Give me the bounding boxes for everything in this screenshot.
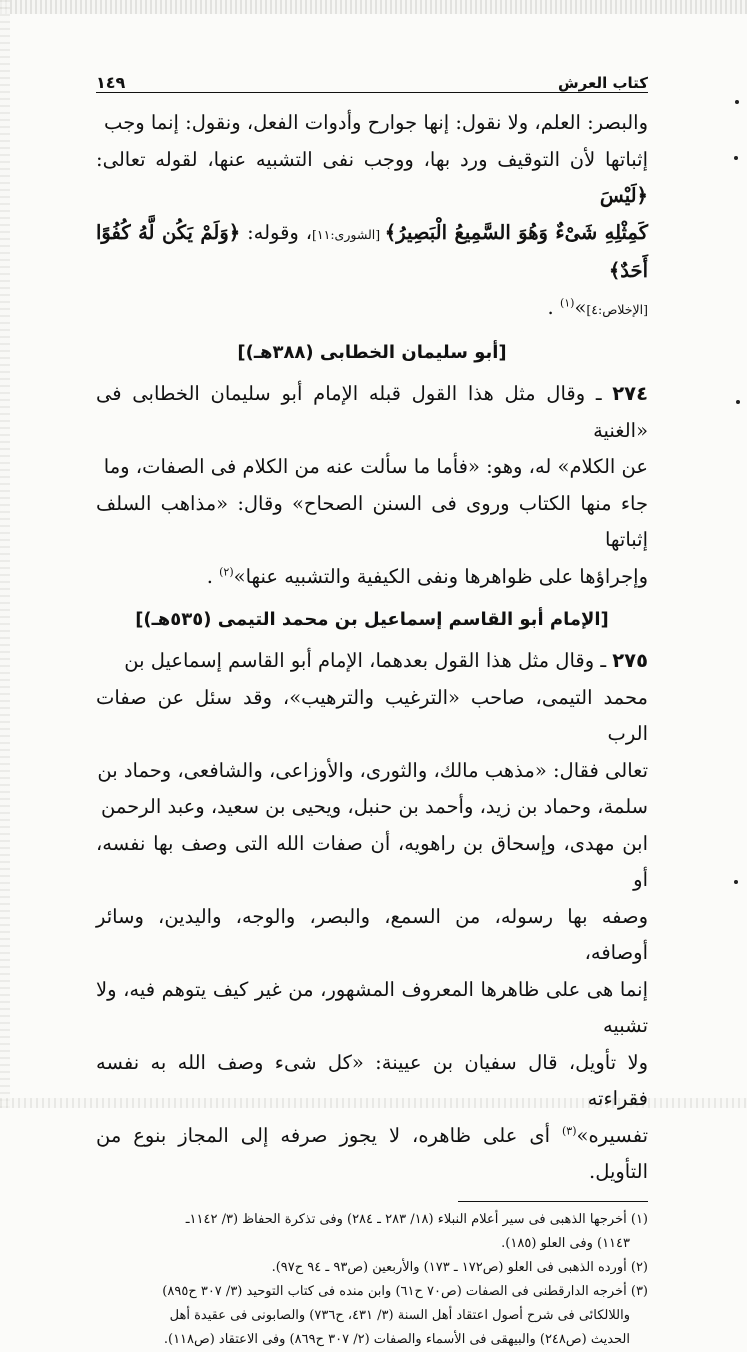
footnote-line: واللالكائى فى شرح أصول اعتقاد أهل السنة (٣/ ٤٣١، ح٧٣٦) والصابونى فى عقيدة أهل: [169, 1307, 630, 1323]
text-line: جاء منها الكتاب وروى فى السنن الصحاح» وقال: «مذاهب السلف إثباتها: [96, 491, 648, 551]
footnote-3: [96, 1280, 648, 1352]
text-fragment: .: [547, 295, 560, 319]
section-heading-khattabi: [أبو سليمان الخطابى (٣٨٨هـ)]: [237, 342, 507, 363]
footnote-marker: (١): [559, 296, 575, 309]
text-fragment: ، وقوله:: [240, 220, 312, 244]
paragraph-number: ٢٧٤: [612, 382, 648, 405]
text-fragment: .: [206, 564, 220, 588]
footnote-2: [96, 1256, 648, 1280]
footnote-separator: [458, 1201, 648, 1202]
paragraph-number: ٢٧٥: [612, 649, 648, 672]
footnote-marker: (٣): [562, 1124, 577, 1137]
running-title: كتاب العرش: [557, 74, 648, 92]
text-line: وإجراؤها على ظواهرها ونفى الكيفية والتشبيه عنها»: [233, 564, 648, 588]
margin-mark: [734, 880, 738, 884]
book-page: [96, 58, 648, 1352]
footnote-line: ١١٤٣) وفى العلو (١٨٥).: [501, 1235, 630, 1251]
quran-verse: ﴿لَيْسَ: [599, 184, 648, 207]
text-line: ـ وقال مثل هذا القول بعدهما، الإمام أبو القاسم إسماعيل بن: [124, 649, 613, 672]
text-line: تعالى فقال: «مذهب مالك، والثورى، والأوزاعى، والشافعى، وحماد بن: [97, 758, 648, 782]
text-line: تفسيره»: [576, 1123, 648, 1147]
footnote-line: (٢) أورده الذهبى فى العلو (ص١٧٢ ـ ١٧٣) والأربعين (ص٩٣ ـ ٩٤ ح٩٧).: [271, 1259, 648, 1275]
text-fragment: »: [574, 295, 587, 319]
verse-citation: [الشورى:١١]: [312, 226, 385, 242]
footnote-line: (١) أخرجها الذهبى فى سير أعلام النبلاء (١٨/ ٢٨٣ ـ ٢٨٤) وفى تذكرة الحفاظ (٣/ ١١٤٢ـ: [185, 1211, 648, 1227]
text-line: ـ وقال مثل هذا القول قبله الإمام أبو سليمان الخطابى فى «الغنية: [96, 382, 648, 442]
text-line: إنما هى على ظاهرها المعروف المشهور، من غير كيف يتوهم فيه، ولا تشبيه: [96, 977, 648, 1037]
section-heading-taymi: [الإمام أبو القاسم إسماعيل بن محمد التيمى (٥٣٥هـ)]: [135, 609, 609, 630]
text-line: إثباتها لأن التوقيف ورد بها، ووجب نفى التشبيه عنها، لقوله تعالى:: [96, 147, 648, 171]
page-number: ١٤٩: [96, 73, 126, 92]
verse-citation: [الإخلاص:٤]: [586, 301, 648, 317]
margin-mark: [734, 156, 738, 160]
page-header: [96, 58, 648, 93]
margin-mark: [735, 100, 739, 104]
margin-mark: [736, 400, 740, 404]
text-line: وصفه بها رسوله، من السمع، والبصر، والوجه، واليدين، وسائر أوصافه،: [96, 904, 648, 964]
quran-verse: كَمِثْلِهِ شَىْءٌ وَهُوَ السَّمِيعُ الْبَصِيرُ﴾: [384, 220, 648, 244]
text-line: محمد التيمى، صاحب «الترغيب والترهيب»، وقد سئل عن صفات الرب: [96, 685, 648, 745]
text-line: ابن مهدى، وإسحاق بن راهويه، أن صفات الله التى وصف بها نفسه، أو: [96, 831, 648, 891]
scan-left-edge: [0, 0, 10, 1108]
paragraph-275: [96, 643, 648, 1191]
paragraph-continuation: [96, 105, 648, 328]
footnote-line: (٣) أخرجه الدارقطنى فى الصفات (ص٧٠ ح٦١) وابن منده فى كتاب التوحيد (٣/ ٣٠٧ ح٨٩٥): [162, 1283, 648, 1299]
footnote-1: [96, 1208, 648, 1256]
footnotes: [96, 1208, 648, 1352]
footnote-line: الحديث (ص٢٤٨) والبيهقى فى الأسماء والصفات (٢/ ٣٠٧ ح٨٦٩) وفى الاعتقاد (ص١١٨).: [163, 1331, 630, 1347]
text-line: سلمة، وحماد بن زيد، وأحمد بن حنبل، ويحيى بن سعيد، وعبد الرحمن: [100, 795, 648, 818]
text-fragment: أى على ظاهره، لا يجوز صرفه إلى المجاز بنوع من التأويل.: [96, 1123, 648, 1183]
text-line: عن الكلام» له، وهو: «فأما ما سألت عنه من الكلام فى الصفات، وما: [103, 455, 648, 478]
scan-top-edge: [0, 0, 747, 14]
paragraph-274: [96, 376, 648, 595]
text-line: والبصر: العلم، ولا نقول: إنها جوارح وأدوات الفعل، ونقول: إنما وجب: [104, 111, 648, 134]
footnote-marker: (٢): [219, 565, 234, 578]
text-line: ولا تأويل، قال سفيان بن عيينة: «كل شىء وصف الله به نفسه فقراءته: [96, 1050, 648, 1110]
quran-verse: ﴿وَلَمْ يَكُن لَّهُ كُفُوًا أَحَدٌ﴾: [96, 220, 648, 282]
